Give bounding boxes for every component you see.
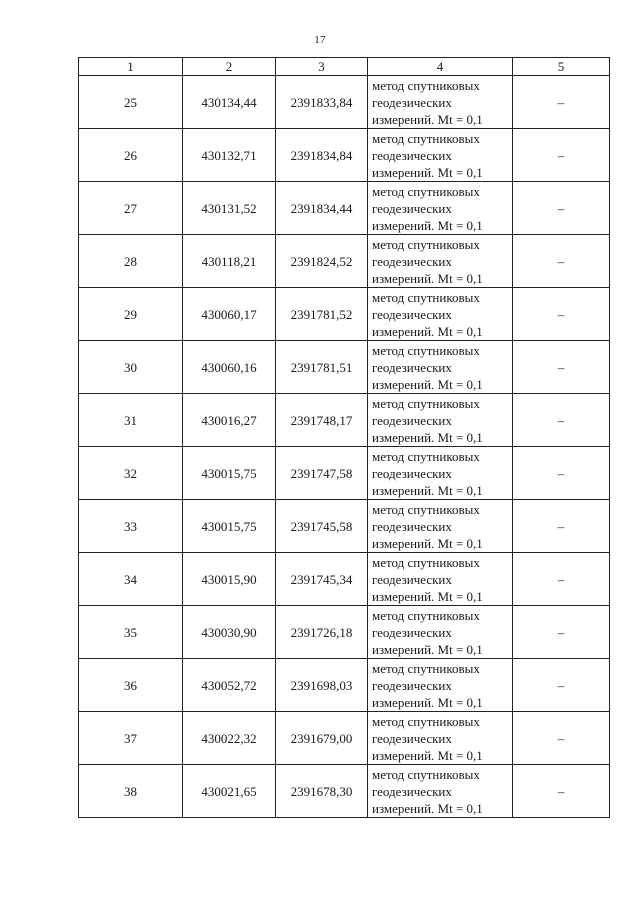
note-cell: – bbox=[513, 447, 610, 500]
method-cell bbox=[368, 500, 513, 553]
x-coordinate-cell: 430132,71 bbox=[183, 129, 276, 182]
note-cell: – bbox=[513, 288, 610, 341]
note-cell: – bbox=[513, 712, 610, 765]
method-cell bbox=[368, 553, 513, 606]
method-line: измерений. Mt = 0,1 bbox=[372, 535, 483, 551]
method-cell bbox=[368, 606, 513, 659]
method-line: метод спутниковых bbox=[372, 130, 480, 146]
table-row bbox=[79, 394, 610, 447]
method-cell bbox=[368, 341, 513, 394]
method-line: геодезических bbox=[372, 465, 452, 481]
point-number-cell: 25 bbox=[79, 76, 183, 129]
method-line: измерений. Mt = 0,1 bbox=[372, 111, 483, 127]
x-coordinate-cell: 430015,75 bbox=[183, 500, 276, 553]
method-line: метод спутниковых bbox=[372, 554, 480, 570]
x-coordinate-cell: 430016,27 bbox=[183, 394, 276, 447]
method-line: измерений. Mt = 0,1 bbox=[372, 217, 483, 233]
table-row bbox=[79, 659, 610, 712]
method-line: геодезических bbox=[372, 359, 452, 375]
y-coordinate-cell: 2391745,34 bbox=[276, 553, 368, 606]
x-coordinate-cell: 430021,65 bbox=[183, 765, 276, 818]
table-row bbox=[79, 765, 610, 818]
method-cell bbox=[368, 182, 513, 235]
point-number-cell: 35 bbox=[79, 606, 183, 659]
note-cell: – bbox=[513, 765, 610, 818]
y-coordinate-cell: 2391747,58 bbox=[276, 447, 368, 500]
note-cell: – bbox=[513, 341, 610, 394]
y-coordinate-cell: 2391726,18 bbox=[276, 606, 368, 659]
x-coordinate-cell: 430134,44 bbox=[183, 76, 276, 129]
table-body bbox=[79, 58, 610, 818]
y-coordinate-cell: 2391834,44 bbox=[276, 182, 368, 235]
note-cell: – bbox=[513, 129, 610, 182]
method-line: геодезических bbox=[372, 412, 452, 428]
point-number-cell: 36 bbox=[79, 659, 183, 712]
method-line: геодезических bbox=[372, 624, 452, 640]
method-line: измерений. Mt = 0,1 bbox=[372, 588, 483, 604]
x-coordinate-cell: 430060,16 bbox=[183, 341, 276, 394]
method-line: геодезических bbox=[372, 677, 452, 693]
table-row bbox=[79, 182, 610, 235]
method-cell bbox=[368, 288, 513, 341]
y-coordinate-cell: 2391748,17 bbox=[276, 394, 368, 447]
x-coordinate-cell: 430022,32 bbox=[183, 712, 276, 765]
method-line: геодезических bbox=[372, 94, 452, 110]
table-row bbox=[79, 288, 610, 341]
method-line: геодезических bbox=[372, 306, 452, 322]
note-cell: – bbox=[513, 394, 610, 447]
method-line: метод спутниковых bbox=[372, 766, 480, 782]
y-coordinate-cell: 2391833,84 bbox=[276, 76, 368, 129]
method-line: измерений. Mt = 0,1 bbox=[372, 164, 483, 180]
method-line: измерений. Mt = 0,1 bbox=[372, 323, 483, 339]
method-line: геодезических bbox=[372, 147, 452, 163]
note-cell: – bbox=[513, 500, 610, 553]
method-line: геодезических bbox=[372, 518, 452, 534]
point-number-cell: 30 bbox=[79, 341, 183, 394]
header-cell-1: 1 bbox=[79, 58, 183, 76]
note-cell: – bbox=[513, 76, 610, 129]
table-row bbox=[79, 129, 610, 182]
method-line: метод спутниковых bbox=[372, 289, 480, 305]
x-coordinate-cell: 430015,90 bbox=[183, 553, 276, 606]
method-line: измерений. Mt = 0,1 bbox=[372, 800, 483, 816]
page-number: 17 bbox=[314, 34, 326, 46]
method-line: метод спутниковых bbox=[372, 183, 480, 199]
note-cell: – bbox=[513, 182, 610, 235]
method-line: метод спутниковых bbox=[372, 501, 480, 517]
method-line: измерений. Mt = 0,1 bbox=[372, 694, 483, 710]
x-coordinate-cell: 430060,17 bbox=[183, 288, 276, 341]
point-number-cell: 31 bbox=[79, 394, 183, 447]
method-line: измерений. Mt = 0,1 bbox=[372, 482, 483, 498]
method-line: метод спутниковых bbox=[372, 660, 480, 676]
y-coordinate-cell: 2391698,03 bbox=[276, 659, 368, 712]
method-line: измерений. Mt = 0,1 bbox=[372, 641, 483, 657]
y-coordinate-cell: 2391745,58 bbox=[276, 500, 368, 553]
point-number-cell: 33 bbox=[79, 500, 183, 553]
x-coordinate-cell: 430015,75 bbox=[183, 447, 276, 500]
header-cell-2: 2 bbox=[183, 58, 276, 76]
point-number-cell: 37 bbox=[79, 712, 183, 765]
y-coordinate-cell: 2391824,52 bbox=[276, 235, 368, 288]
table-header-row bbox=[79, 58, 610, 76]
note-cell: – bbox=[513, 606, 610, 659]
method-cell bbox=[368, 235, 513, 288]
method-line: геодезических bbox=[372, 783, 452, 799]
y-coordinate-cell: 2391781,52 bbox=[276, 288, 368, 341]
header-cell-5: 5 bbox=[513, 58, 610, 76]
method-cell bbox=[368, 712, 513, 765]
y-coordinate-cell: 2391679,00 bbox=[276, 712, 368, 765]
method-line: метод спутниковых bbox=[372, 713, 480, 729]
y-coordinate-cell: 2391781,51 bbox=[276, 341, 368, 394]
x-coordinate-cell: 430131,52 bbox=[183, 182, 276, 235]
point-number-cell: 27 bbox=[79, 182, 183, 235]
x-coordinate-cell: 430030,90 bbox=[183, 606, 276, 659]
method-line: измерений. Mt = 0,1 bbox=[372, 270, 483, 286]
point-number-cell: 34 bbox=[79, 553, 183, 606]
table-row bbox=[79, 341, 610, 394]
x-coordinate-cell: 430052,72 bbox=[183, 659, 276, 712]
method-line: измерений. Mt = 0,1 bbox=[372, 376, 483, 392]
header-cell-3: 3 bbox=[276, 58, 368, 76]
coordinates-table bbox=[78, 57, 610, 818]
method-line: метод спутниковых bbox=[372, 607, 480, 623]
method-line: измерений. Mt = 0,1 bbox=[372, 429, 483, 445]
point-number-cell: 38 bbox=[79, 765, 183, 818]
method-line: геодезических bbox=[372, 571, 452, 587]
method-line: геодезических bbox=[372, 200, 452, 216]
table-row bbox=[79, 235, 610, 288]
point-number-cell: 26 bbox=[79, 129, 183, 182]
method-cell bbox=[368, 765, 513, 818]
method-cell bbox=[368, 129, 513, 182]
method-line: метод спутниковых bbox=[372, 236, 480, 252]
method-cell bbox=[368, 76, 513, 129]
method-line: метод спутниковых bbox=[372, 448, 480, 464]
table-row bbox=[79, 553, 610, 606]
note-cell: – bbox=[513, 553, 610, 606]
method-cell bbox=[368, 394, 513, 447]
method-line: геодезических bbox=[372, 253, 452, 269]
method-line: метод спутниковых bbox=[372, 342, 480, 358]
y-coordinate-cell: 2391678,30 bbox=[276, 765, 368, 818]
table-row bbox=[79, 606, 610, 659]
point-number-cell: 32 bbox=[79, 447, 183, 500]
x-coordinate-cell: 430118,21 bbox=[183, 235, 276, 288]
y-coordinate-cell: 2391834,84 bbox=[276, 129, 368, 182]
note-cell: – bbox=[513, 235, 610, 288]
method-cell bbox=[368, 659, 513, 712]
table-row bbox=[79, 447, 610, 500]
method-line: метод спутниковых bbox=[372, 395, 480, 411]
table-row bbox=[79, 712, 610, 765]
table-row bbox=[79, 500, 610, 553]
note-cell: – bbox=[513, 659, 610, 712]
table-row bbox=[79, 76, 610, 129]
header-cell-4: 4 bbox=[368, 58, 513, 76]
point-number-cell: 29 bbox=[79, 288, 183, 341]
method-line: метод спутниковых bbox=[372, 77, 480, 93]
point-number-cell: 28 bbox=[79, 235, 183, 288]
method-line: измерений. Mt = 0,1 bbox=[372, 747, 483, 763]
method-line: геодезических bbox=[372, 730, 452, 746]
method-cell bbox=[368, 447, 513, 500]
